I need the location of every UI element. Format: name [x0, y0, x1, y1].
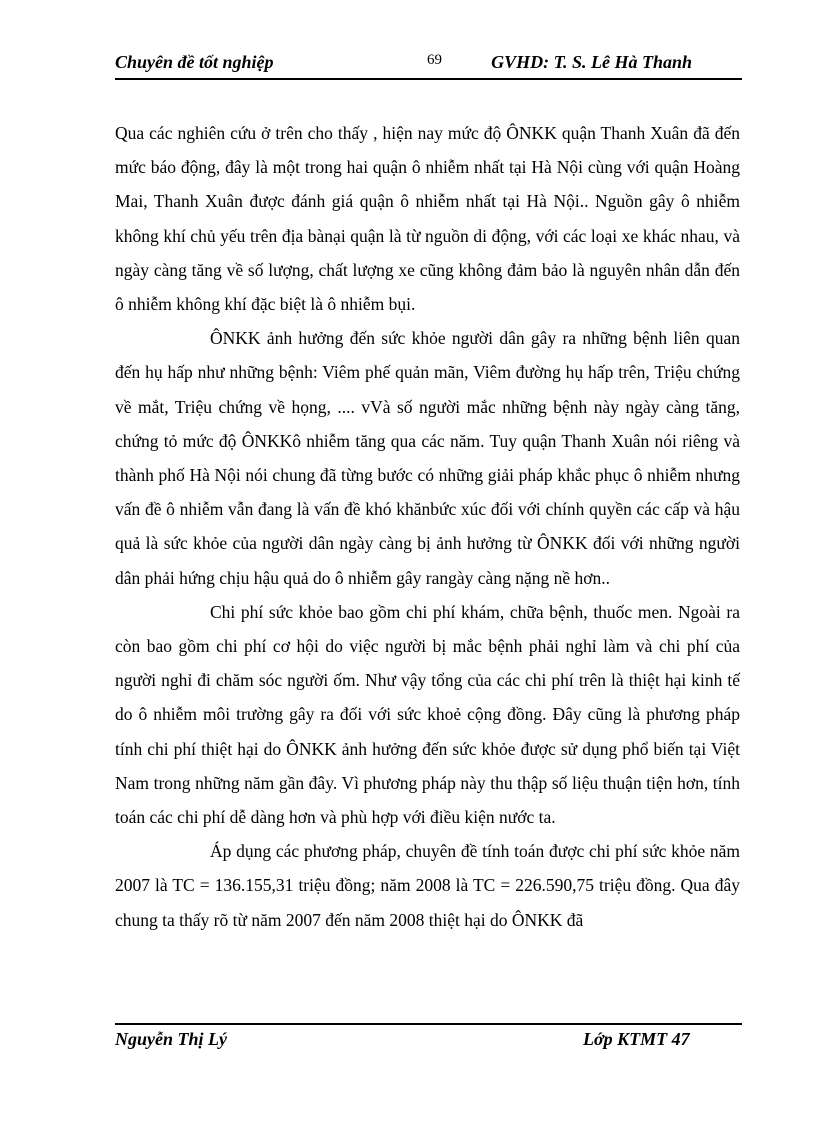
paragraph: Qua các nghiên cứu ở trên cho thấy , hiện nay mức độ ÔNKK quận Thanh Xuân đã đến mức báo động, đây là một trong hai quận ô nhiễm nhất tại Hà Nội cùng với quận Hoàng Mai, Thanh Xuân được đánh giá quận ô nhiễm nhất tại Hà Nội.. Nguồn gây ô nhiễm không khí chủ yếu trên địa bànại quận là từ nguồn di động, với các loại xe khác nhau, và ngày càng tăng về số lượng, chất lượng xe cũng không đảm bảo là nguyên nhân dẫn đến ô nhiễm không khí đặc biệt là ô nhiễm bụi. [115, 123, 740, 315]
document-body [115, 116, 740, 937]
document-title: Chuyên đề tốt nghiệp [115, 52, 274, 72]
paragraph: ÔNKK ảnh hưởng đến sức khỏe người dân gây ra những bệnh liên quan đến hụ hấp như những bệnh: Viêm phế quản mãn, Viêm đường hụ hấp trên, Triệu chứng về mắt, Triệu chứng về họng, .... vVà số người mắc những bệnh này ngày càng tăng, chứng tỏ mức độ ÔNKKô nhiễm tăng qua các năm. Tuy quận Thanh Xuân nói riêng và thành phố Hà Nội nói chung đã từng bước có những giải pháp khắc phục ô nhiễm nhưng vấn đề ô nhiễm vẫn đang là vấn đề khó khănbức xúc đối với chính quyền các cấp và hậu quả là sức khỏe của người dân ngày càng bị ảnh hưởng từ ÔNKK đối với những người dân phải hứng chịu hậu quả do ô nhiễm gây rangày càng nặng nề hơn.. [115, 328, 740, 588]
page-header [115, 50, 742, 80]
paragraph: Chi phí sức khỏe bao gồm chi phí khám, chữa bệnh, thuốc men. Ngoài ra còn bao gồm chi phí cơ hội do việc người bị mắc bệnh phải nghỉ làm và chi phí của người nghỉ đi chăm sóc người ốm. Như vậy tổng của các chi phí trên là thiệt hại kinh tế do ô nhiễm môi trường gây ra đối với sức khoẻ cộng đồng. Đây cũng là phương pháp tính chi phí thiệt hại do ÔNKK ảnh hưởng đến sức khỏe được sử dụng phổ biến tại Việt Nam trong những năm gần đây. Vì phương pháp này thu thập số liệu thuận tiện hơn, tính toán các chi phí dễ dàng hơn và phù hợp với điều kiện nước ta. [115, 601, 740, 828]
author-name: Nguyễn Thị Lý [115, 1029, 227, 1049]
footer-divider [115, 1023, 742, 1025]
supervisor-label: GVHD: T. S. Lê Hà Thanh [491, 52, 692, 72]
paragraph: Áp dụng các phương pháp, chuyên đề tính toán được chi phí sức khỏe năm 2007 là TC = 136.155,31 triệu đồng; năm 2008 là TC = 226.590,75 triệu đồng. Qua đây chung ta thấy rõ từ năm 2007 đến năm 2008 thiệt hại do ÔNKK đã [115, 841, 740, 930]
class-label: Lớp KTMT 47 [583, 1029, 690, 1049]
page-number: 69 [427, 52, 442, 68]
